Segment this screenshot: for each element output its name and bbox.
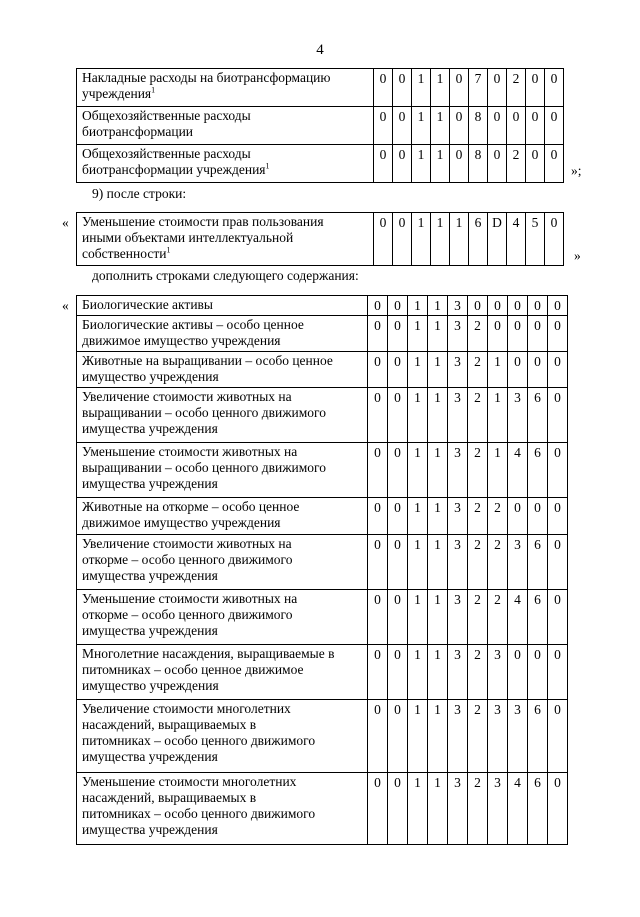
code-digit: 0 xyxy=(393,69,412,107)
code-digit: 0 xyxy=(488,296,508,316)
description-line: имущества учреждения xyxy=(82,623,218,638)
code-digit: 0 xyxy=(374,69,393,107)
code-digit: 1 xyxy=(431,213,450,266)
code-digit: 0 xyxy=(548,535,568,590)
opening-quote: « xyxy=(62,215,69,230)
code-digit: 1 xyxy=(408,645,428,700)
code-digit: 2 xyxy=(468,645,488,700)
description-line: Уменьшение стоимости животных на xyxy=(82,444,298,459)
description-line: Биологические активы – особо ценное xyxy=(82,317,304,332)
code-digit: 1 xyxy=(428,443,448,498)
account-description xyxy=(77,145,374,183)
code-digit: 0 xyxy=(368,773,388,845)
code-digit: 2 xyxy=(468,773,488,845)
code-digit: 0 xyxy=(488,316,508,352)
code-digit: 4 xyxy=(507,213,526,266)
table-row xyxy=(77,700,568,773)
description-line: Общехозяйственные расходы xyxy=(82,146,251,161)
table-row xyxy=(77,388,568,443)
code-digit: 2 xyxy=(488,498,508,535)
footnote-marker: 1 xyxy=(151,85,156,95)
account-description xyxy=(77,700,368,773)
code-digit: 0 xyxy=(368,443,388,498)
account-description xyxy=(77,443,368,498)
table-row xyxy=(77,590,568,645)
table-row xyxy=(77,352,568,388)
description-line: откорме – особо ценного движимого xyxy=(82,552,293,567)
code-digit: 0 xyxy=(450,145,469,183)
description-line: питомниках – особо ценного движимого xyxy=(82,733,316,748)
code-digit: 0 xyxy=(368,700,388,773)
code-digit: 0 xyxy=(488,69,507,107)
code-digit: 6 xyxy=(528,700,548,773)
code-digit: 1 xyxy=(428,645,448,700)
code-digit: 1 xyxy=(488,443,508,498)
code-digit: 1 xyxy=(431,107,450,145)
code-digit: 0 xyxy=(388,773,408,845)
account-description xyxy=(77,388,368,443)
description-line: движимое имущество учреждения xyxy=(82,333,281,348)
code-digit: 4 xyxy=(508,773,528,845)
code-digit: 6 xyxy=(528,388,548,443)
description-line: Общехозяйственные расходы xyxy=(82,108,251,123)
description-line: Уменьшение стоимости многолетних xyxy=(82,774,297,789)
code-digit: 0 xyxy=(374,213,393,266)
code-digit: 8 xyxy=(469,107,488,145)
code-digit: 3 xyxy=(448,773,468,845)
table-row xyxy=(77,443,568,498)
code-digit: 0 xyxy=(548,352,568,388)
closing-quote-semicolon: »; xyxy=(571,163,582,178)
code-digit: 3 xyxy=(488,700,508,773)
account-description xyxy=(77,773,368,845)
account-description xyxy=(77,590,368,645)
code-digit: 1 xyxy=(428,535,448,590)
code-digit: 0 xyxy=(488,145,507,183)
table-row xyxy=(77,773,568,845)
code-digit: 0 xyxy=(368,296,388,316)
table-row xyxy=(77,213,564,266)
code-digit: 0 xyxy=(526,145,545,183)
code-digit: 6 xyxy=(528,773,548,845)
description-line: Увеличение стоимости многолетних xyxy=(82,701,291,716)
code-digit: 0 xyxy=(388,388,408,443)
description-line: Накладные расходы на биотрансформацию xyxy=(82,70,331,85)
code-digit: 0 xyxy=(388,316,408,352)
code-digit: 0 xyxy=(548,388,568,443)
code-digit: 0 xyxy=(545,107,564,145)
description-line: Уменьшение стоимости животных на xyxy=(82,591,298,606)
code-digit: 0 xyxy=(548,316,568,352)
code-digit: 1 xyxy=(428,388,448,443)
description-line: движимое имущество учреждения xyxy=(82,515,281,530)
code-digit: 6 xyxy=(469,213,488,266)
code-digit: 0 xyxy=(528,645,548,700)
account-description xyxy=(77,498,368,535)
footnote-marker: 1 xyxy=(166,245,171,255)
code-digit: 1 xyxy=(431,69,450,107)
description-line: учреждения xyxy=(82,86,152,101)
table-row xyxy=(77,316,568,352)
code-digit: 0 xyxy=(368,352,388,388)
code-digit: 3 xyxy=(488,773,508,845)
code-digit: 1 xyxy=(412,69,431,107)
code-digit: 2 xyxy=(468,590,488,645)
code-digit: 2 xyxy=(468,498,488,535)
description-line: Увеличение стоимости животных на xyxy=(82,536,292,551)
account-description xyxy=(77,213,374,266)
code-digit: 0 xyxy=(450,107,469,145)
code-digit: 6 xyxy=(528,443,548,498)
code-digit: 0 xyxy=(368,316,388,352)
code-digit: 1 xyxy=(488,352,508,388)
code-digit: 4 xyxy=(508,590,528,645)
code-digit: 1 xyxy=(431,145,450,183)
table-row xyxy=(77,107,564,145)
code-digit: 3 xyxy=(448,296,468,316)
code-digit: 1 xyxy=(428,498,448,535)
code-digit: 0 xyxy=(548,645,568,700)
code-digit: 0 xyxy=(508,296,528,316)
code-digit: 3 xyxy=(448,316,468,352)
code-digit: 1 xyxy=(412,145,431,183)
code-digit: 0 xyxy=(374,145,393,183)
description-line: биотрансформации учреждения xyxy=(82,162,266,177)
code-digit: 1 xyxy=(450,213,469,266)
code-digit: 2 xyxy=(488,535,508,590)
code-digit: 8 xyxy=(469,145,488,183)
code-digit: 0 xyxy=(548,296,568,316)
code-digit: 0 xyxy=(368,590,388,645)
table-row xyxy=(77,296,568,316)
code-digit: 3 xyxy=(448,590,468,645)
code-digit: 0 xyxy=(488,107,507,145)
code-digit: 1 xyxy=(428,590,448,645)
description-line: Биологические активы xyxy=(82,297,213,312)
code-digit: 0 xyxy=(393,213,412,266)
code-digit: 1 xyxy=(412,213,431,266)
budget-code-table-3 xyxy=(76,295,568,845)
code-digit: 1 xyxy=(428,352,448,388)
closing-quote: » xyxy=(574,248,581,263)
description-line: имущества учреждения xyxy=(82,476,218,491)
table-row xyxy=(77,145,564,183)
code-digit: 1 xyxy=(408,352,428,388)
code-digit: 0 xyxy=(388,535,408,590)
instruction-after-row: 9) после строки: xyxy=(92,186,187,201)
code-digit: 3 xyxy=(448,645,468,700)
code-digit: 0 xyxy=(545,69,564,107)
account-description xyxy=(77,316,368,352)
description-line: Многолетние насаждения, выращиваемые в xyxy=(82,646,335,661)
code-digit: 0 xyxy=(526,107,545,145)
code-digit: 0 xyxy=(368,535,388,590)
code-digit: 0 xyxy=(508,316,528,352)
code-digit: 1 xyxy=(408,498,428,535)
account-description xyxy=(77,296,368,316)
code-digit: 0 xyxy=(545,145,564,183)
description-line: Уменьшение стоимости прав пользования xyxy=(82,214,324,229)
code-digit: 0 xyxy=(528,296,548,316)
description-line: собственности xyxy=(82,246,167,261)
code-digit: 0 xyxy=(388,700,408,773)
code-digit: D xyxy=(488,213,507,266)
footnote-marker: 1 xyxy=(265,161,270,171)
code-digit: 0 xyxy=(388,296,408,316)
description-line: Животные на откорме – особо ценное xyxy=(82,499,300,514)
code-digit: 0 xyxy=(374,107,393,145)
code-digit: 3 xyxy=(448,700,468,773)
code-digit: 6 xyxy=(528,590,548,645)
code-digit: 3 xyxy=(448,352,468,388)
code-digit: 1 xyxy=(408,700,428,773)
code-digit: 3 xyxy=(508,700,528,773)
code-digit: 6 xyxy=(528,535,548,590)
code-digit: 2 xyxy=(507,145,526,183)
code-digit: 0 xyxy=(548,498,568,535)
description-line: Увеличение стоимости животных на xyxy=(82,389,292,404)
code-digit: 3 xyxy=(508,535,528,590)
code-digit: 0 xyxy=(368,645,388,700)
code-digit: 1 xyxy=(488,388,508,443)
code-digit: 4 xyxy=(508,443,528,498)
code-digit: 2 xyxy=(468,535,488,590)
description-line: иными объектами интеллектуальной xyxy=(82,230,294,245)
code-digit: 0 xyxy=(548,590,568,645)
code-digit: 2 xyxy=(468,443,488,498)
code-digit: 0 xyxy=(548,773,568,845)
code-digit: 0 xyxy=(388,645,408,700)
code-digit: 5 xyxy=(526,213,545,266)
code-digit: 2 xyxy=(468,388,488,443)
code-digit: 0 xyxy=(548,443,568,498)
code-digit: 0 xyxy=(450,69,469,107)
code-digit: 1 xyxy=(428,296,448,316)
code-digit: 1 xyxy=(408,443,428,498)
code-digit: 0 xyxy=(508,645,528,700)
description-line: имущество учреждения xyxy=(82,369,219,384)
code-digit: 1 xyxy=(408,773,428,845)
code-digit: 0 xyxy=(508,352,528,388)
table-row xyxy=(77,535,568,590)
account-description xyxy=(77,107,374,145)
description-line: питомниках – особо ценное движимое xyxy=(82,662,304,677)
code-digit: 0 xyxy=(526,69,545,107)
account-description xyxy=(77,69,374,107)
description-line: насаждений, выращиваемых в xyxy=(82,717,257,732)
code-digit: 0 xyxy=(368,388,388,443)
description-line: откорме – особо ценного движимого xyxy=(82,607,293,622)
code-digit: 0 xyxy=(393,145,412,183)
code-digit: 0 xyxy=(507,107,526,145)
description-line: насаждений, выращиваемых в xyxy=(82,790,257,805)
table-row xyxy=(77,645,568,700)
description-line: имущество учреждения xyxy=(82,678,219,693)
code-digit: 7 xyxy=(469,69,488,107)
code-digit: 0 xyxy=(528,352,548,388)
code-digit: 1 xyxy=(428,773,448,845)
description-line: Животные на выращивании – особо ценное xyxy=(82,353,333,368)
opening-quote: « xyxy=(62,298,69,313)
code-digit: 3 xyxy=(508,388,528,443)
code-digit: 1 xyxy=(428,700,448,773)
code-digit: 1 xyxy=(428,316,448,352)
code-digit: 2 xyxy=(468,700,488,773)
description-line: питомниках – особо ценного движимого xyxy=(82,806,316,821)
code-digit: 0 xyxy=(388,590,408,645)
code-digit: 0 xyxy=(388,443,408,498)
code-digit: 0 xyxy=(548,700,568,773)
account-description xyxy=(77,352,368,388)
account-description xyxy=(77,645,368,700)
code-digit: 0 xyxy=(528,316,548,352)
code-digit: 0 xyxy=(545,213,564,266)
description-line: выращивании – особо ценного движимого xyxy=(82,460,326,475)
page-number: 4 xyxy=(316,42,324,58)
code-digit: 2 xyxy=(488,590,508,645)
description-line: выращивании – особо ценного движимого xyxy=(82,405,326,420)
code-digit: 0 xyxy=(393,107,412,145)
description-line: имущества учреждения xyxy=(82,822,218,837)
table-row xyxy=(77,498,568,535)
description-line: имущества учреждения xyxy=(82,421,218,436)
code-digit: 0 xyxy=(368,498,388,535)
code-digit: 1 xyxy=(408,590,428,645)
account-description xyxy=(77,535,368,590)
code-digit: 0 xyxy=(388,352,408,388)
code-digit: 1 xyxy=(408,296,428,316)
code-digit: 1 xyxy=(412,107,431,145)
code-digit: 2 xyxy=(507,69,526,107)
table-row xyxy=(77,69,564,107)
code-digit: 2 xyxy=(468,316,488,352)
code-digit: 0 xyxy=(508,498,528,535)
code-digit: 0 xyxy=(528,498,548,535)
budget-code-table-2 xyxy=(76,212,564,266)
code-digit: 0 xyxy=(388,498,408,535)
code-digit: 2 xyxy=(468,352,488,388)
instruction-add-rows: дополнить строками следующего содержания: xyxy=(92,268,359,283)
code-digit: 3 xyxy=(448,388,468,443)
description-line: имущества учреждения xyxy=(82,749,218,764)
code-digit: 3 xyxy=(448,443,468,498)
code-digit: 0 xyxy=(468,296,488,316)
budget-code-table-1 xyxy=(76,68,564,183)
code-digit: 3 xyxy=(488,645,508,700)
description-line: имущества учреждения xyxy=(82,568,218,583)
code-digit: 3 xyxy=(448,498,468,535)
code-digit: 1 xyxy=(408,535,428,590)
code-digit: 1 xyxy=(408,388,428,443)
description-line: биотрансформации xyxy=(82,124,194,139)
code-digit: 3 xyxy=(448,535,468,590)
code-digit: 1 xyxy=(408,316,428,352)
